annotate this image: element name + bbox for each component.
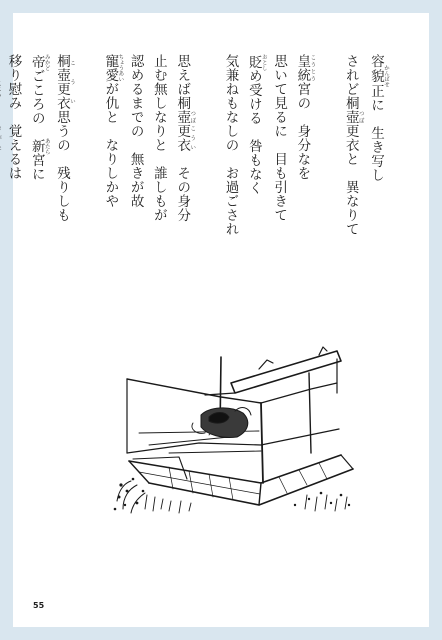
furigana-reading: おとし <box>260 54 267 71</box>
verse-line <box>170 54 195 354</box>
furigana-reading <box>0 124 1 152</box>
ruby-word: 壺 つぼ <box>342 110 364 124</box>
ruby-word: 貶 おとし <box>245 54 267 71</box>
verse-text: 容 <box>368 54 384 68</box>
verse-line <box>50 54 75 354</box>
verse-text: 止む無しなりと 誰しもが <box>150 54 167 222</box>
ruby-word: 桐壺更衣 こうい <box>54 54 76 110</box>
verse-text: 気兼ねもなしの お過ごされ <box>222 54 239 236</box>
furigana-reading: ちょうあい <box>117 54 124 82</box>
furigana-reading: こうい <box>69 54 76 110</box>
verse-text: め受ける 咎もなく <box>245 69 262 196</box>
verse-line <box>267 54 290 354</box>
ruby-word: 壺 つぼ <box>174 110 196 124</box>
verse-text: 宮に <box>28 153 45 182</box>
verse-text: 認めるまでの 無きが故 <box>127 54 144 208</box>
stanza-gap <box>75 54 98 354</box>
verse-line <box>218 54 241 354</box>
verse-text: 思えば桐 <box>174 54 191 110</box>
verse-line <box>123 54 146 354</box>
furigana-reading: こうとう <box>309 54 316 82</box>
verse-text: その身分 <box>174 152 191 222</box>
furigana-reading: みかど <box>43 54 50 71</box>
furigana-reading: あたら <box>43 138 50 155</box>
verse-text: 移り慰み 覚えるは <box>5 54 22 180</box>
verse-line <box>242 54 267 354</box>
stanza-gap <box>195 54 218 354</box>
furigana-reading: つぼ <box>189 110 196 124</box>
verse-line <box>1 54 24 354</box>
verse-line <box>364 54 389 354</box>
ruby-word: 帝 みかど <box>28 54 50 71</box>
verse-text: が仇と なりしかや <box>102 82 119 208</box>
verse-text: ごころの <box>28 69 45 140</box>
verse-text: されど桐 <box>342 54 359 110</box>
ruby-word: 寵愛 ちょうあい <box>102 54 124 82</box>
verse-text: 正に 生き写し <box>368 84 384 182</box>
veranda-room-illustration <box>109 333 359 533</box>
ruby-word: 貌 かんばせ <box>368 65 389 87</box>
verse-text: 思うの 残りしも <box>54 110 71 222</box>
verse-text: 思いて見るに 目も引きて <box>271 54 288 222</box>
furigana-reading: かんばせ <box>383 65 389 87</box>
verse-text: 宮の 身分なを <box>294 82 311 180</box>
ruby-word: 皇統 こうとう <box>294 54 316 82</box>
furigana-reading: こうい <box>189 124 196 152</box>
book-page <box>5 13 429 627</box>
verse-line <box>147 54 170 354</box>
ruby-word: 更衣 こうい <box>174 124 196 152</box>
verse-line <box>24 54 49 354</box>
furigana-reading <box>0 81 1 98</box>
vertical-verse-text <box>0 54 389 354</box>
verse-text: 更衣と 異なりて <box>342 124 359 236</box>
ruby-word: 新 あたら <box>28 138 50 155</box>
stanza-gap <box>315 54 338 354</box>
furigana-reading: つぼ <box>357 110 364 124</box>
verse-line <box>98 54 123 354</box>
page-number: 55 <box>33 601 45 610</box>
verse-line <box>338 54 363 354</box>
verse-line <box>290 54 315 354</box>
